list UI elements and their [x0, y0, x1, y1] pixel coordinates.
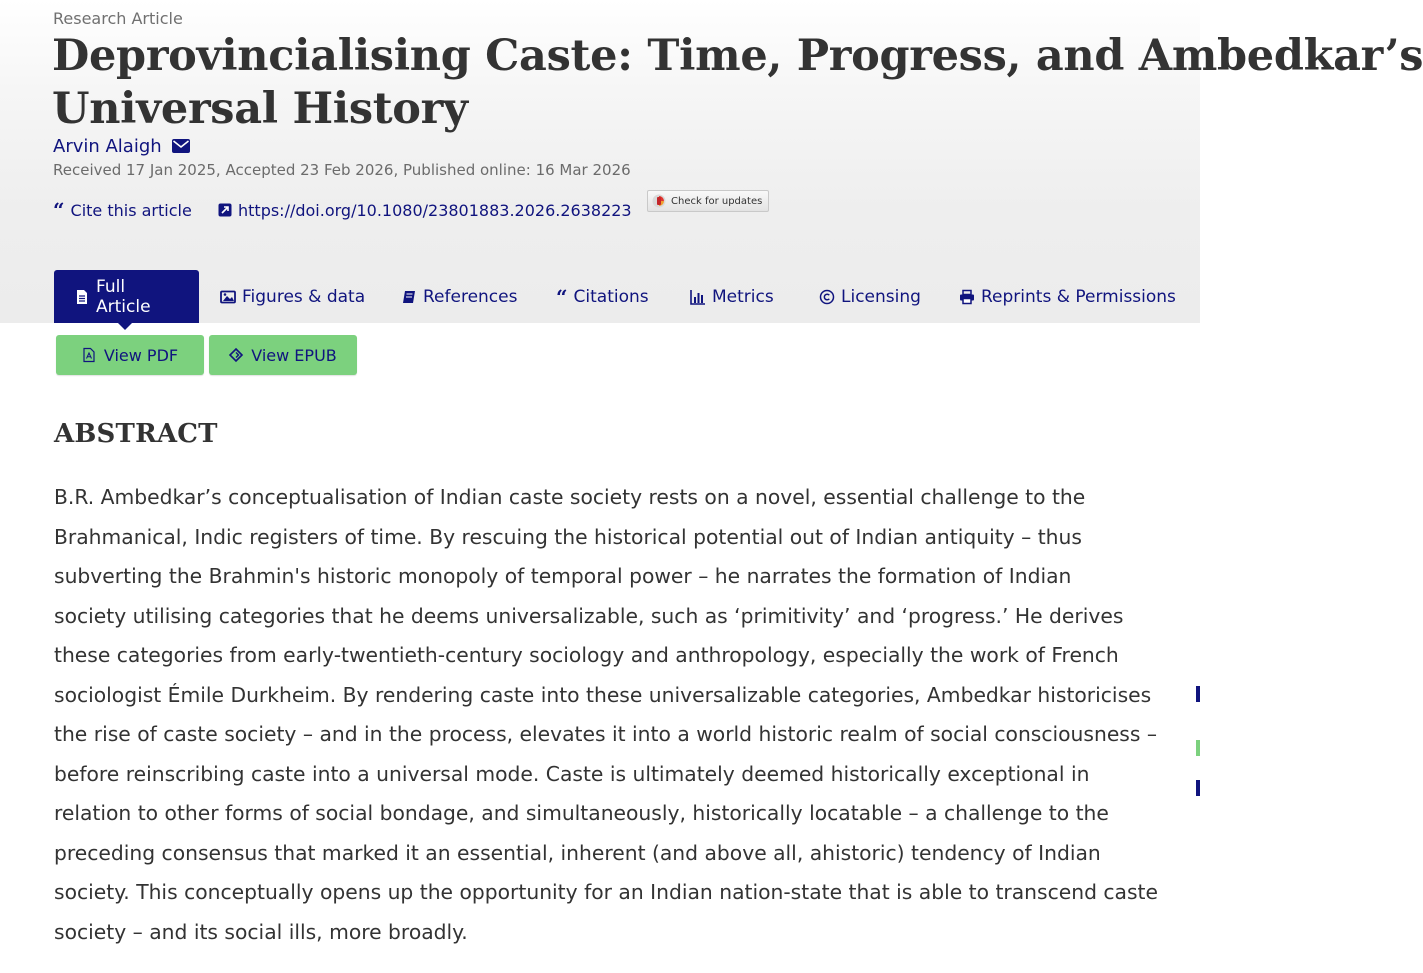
book-icon — [401, 289, 417, 305]
active-tab-pointer — [118, 323, 132, 330]
edge-widget-mark[interactable] — [1196, 686, 1200, 702]
tab-metrics[interactable] — [690, 270, 774, 323]
abstract-line: preceding consensus that marked it an essential, inherent (and above all, ahistoric) tendency of Indian — [54, 840, 1101, 865]
cite-label: Cite this article — [70, 200, 192, 220]
check-updates-label: Check for updates — [671, 195, 763, 207]
abstract-line: before reinscribing caste into a universal mode. Caste is ultimately deemed historically exceptional in — [54, 761, 1090, 786]
article-type-label: Research Article — [53, 9, 183, 28]
view-pdf-label: View PDF — [103, 345, 179, 365]
epub-diamond-icon — [229, 348, 243, 362]
tab-references[interactable] — [401, 270, 517, 323]
doi-text: https://doi.org/10.1080/23801883.2026.2638223 — [238, 200, 632, 220]
abstract-line: society. This conceptually opens up the opportunity for an Indian nation-state that is able to transcend caste — [54, 880, 1158, 904]
tab-label: Full Article — [96, 276, 151, 317]
article-title-line: Deprovincialising Caste: Time, Progress, and Ambedkar’s — [52, 31, 1423, 81]
abstract-line: society utilising categories that he deems universalizable, such as ‘primitivity’ and ‘progress.’ He derives — [54, 603, 1124, 628]
abstract-line: subverting the Brahmin's historic monopoly of temporal power – he narrates the formation of Indian — [54, 564, 1072, 588]
article-title — [52, 30, 1423, 136]
cite-this-article-link[interactable] — [53, 199, 192, 221]
tab-figures-data[interactable] — [220, 270, 365, 323]
tab-full-article[interactable] — [54, 270, 199, 323]
abstract-text — [54, 478, 1164, 952]
edge-widget-mark[interactable] — [1196, 780, 1200, 796]
view-pdf-button[interactable] — [56, 335, 204, 375]
external-link-icon — [218, 203, 232, 217]
doi-link[interactable] — [218, 199, 632, 221]
quote-icon: “ — [53, 198, 65, 222]
file-text-icon — [74, 289, 90, 305]
abstract-line: the rise of caste society – and in the process, elevates it into a world historic realm of social consciousness – — [54, 722, 1158, 746]
image-icon — [220, 289, 236, 305]
view-epub-button[interactable] — [209, 335, 357, 375]
abstract-line: sociologist Émile Durkheim. By rendering caste into these universalizable categories, Ambedkar historicises — [54, 682, 1152, 707]
abstract-line: these categories from early-twentieth-century sociology and anthropology, especially the work of French — [54, 643, 1119, 667]
author-name-link[interactable]: Arvin Alaigh — [53, 135, 162, 157]
file-pdf-icon — [82, 348, 96, 362]
edge-widget-mark[interactable] — [1196, 740, 1200, 756]
article-title-line: Universal History — [52, 84, 468, 134]
abstract-line: B.R. Ambedkar’s conceptualisation of Indian caste society rests on a novel, essential challenge to the — [54, 485, 1086, 509]
author-row — [53, 134, 190, 158]
tab-label: Metrics — [712, 286, 774, 307]
envelope-icon[interactable] — [172, 139, 190, 153]
quote-icon: “ — [556, 284, 568, 309]
check-updates-badge-icon — [652, 194, 666, 208]
abstract-line: relation to other forms of social bondage, and simultaneously, historically locatable – a challenge to the — [54, 801, 1109, 825]
tab-label: Figures & data — [242, 286, 366, 307]
abstract-line: Brahmanical, Indic registers of time. By rescuing the historical potential out of Indian antiquity – thus — [54, 524, 1082, 549]
publication-dates: Received 17 Jan 2025, Accepted 23 Feb 2026, Published online: 16 Mar 2026 — [53, 161, 631, 179]
bar-chart-icon — [690, 289, 706, 305]
tab-label: Reprints & Permissions — [981, 286, 1176, 307]
printer-icon — [959, 289, 975, 305]
copyright-icon — [819, 289, 835, 305]
tab-citations[interactable] — [556, 270, 649, 323]
article-tabs — [0, 270, 1200, 323]
tab-licensing[interactable] — [819, 270, 921, 323]
check-for-updates-button[interactable] — [647, 190, 769, 212]
tab-label: References — [423, 286, 518, 307]
tab-reprints-permissions[interactable] — [959, 270, 1176, 323]
tab-label: Citations — [573, 286, 649, 307]
abstract-line: society – and its social ills, more broadly. — [54, 919, 468, 944]
tab-label: Licensing — [841, 286, 921, 307]
abstract-heading: ABSTRACT — [54, 419, 218, 449]
view-epub-label: View EPUB — [251, 345, 337, 365]
